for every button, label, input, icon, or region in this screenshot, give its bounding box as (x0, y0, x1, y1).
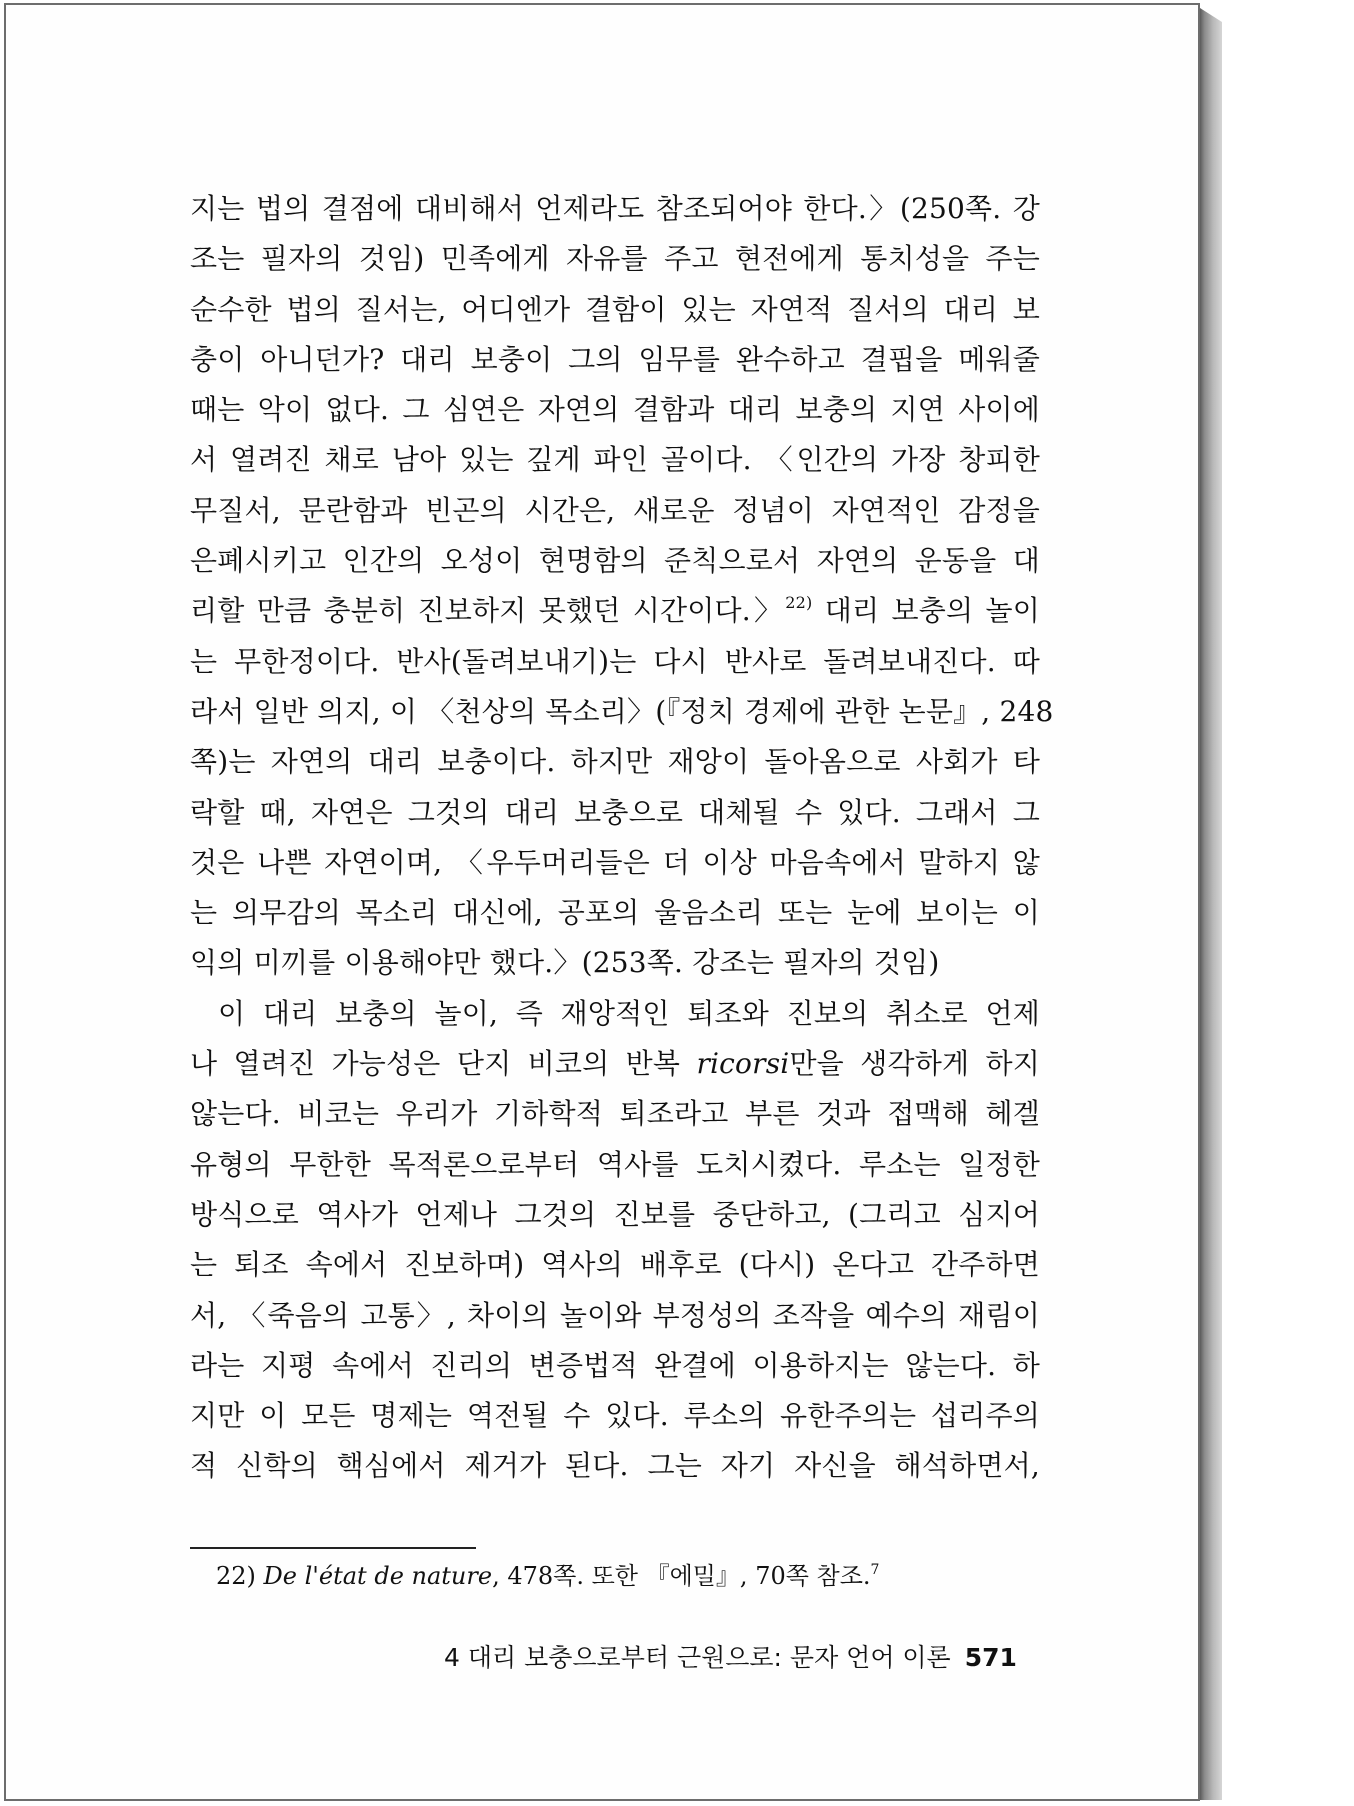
paragraph-start-line: 이 대리 보충의 놀이, 즉 재앙적인 퇴조와 진보의 취소로 언제 (218, 996, 1040, 1030)
text-line: 는 퇴조 속에서 진보하며) 역사의 배후로 (다시) 온다고 간주하면 (190, 1248, 1040, 1282)
text-line: 유형의 무한한 목적론으로부터 역사를 도치시켰다. 루소는 일정한 (190, 1147, 1040, 1181)
text-segment: 만을 생각하게 하지 (789, 1047, 1040, 1081)
text-segment: 대리 보충의 놀이 (812, 594, 1040, 628)
footnote-number: 22) (216, 1562, 256, 1590)
text-line-with-note (190, 586, 1040, 636)
text-segment: 리할 만큼 충분히 진보하지 못했던 시간이다.〉 (190, 594, 786, 628)
text-line: 지만 이 모든 명제는 역전될 수 있다. 루소의 유한주의는 섭리주의 (190, 1399, 1040, 1433)
text-line: 조는 필자의 것임) 민족에게 자유를 주고 현전에게 통치성을 주는 (190, 242, 1040, 276)
body-text (190, 184, 1054, 1492)
text-line: 쪽)는 자연의 대리 보충이다. 하지만 재앙이 돌아옴으로 사회가 타 (190, 745, 1040, 779)
text-line: 은폐시키고 인간의 오성이 현명함의 준칙으로서 자연의 운동을 대 (190, 544, 1040, 578)
text-line: 방식으로 역사가 언제나 그것의 진보를 중단하고, (그리고 심지어 (190, 1197, 1040, 1231)
running-title: 4 대리 보충으로부터 근원으로: 문자 언어 이론 (444, 1643, 951, 1672)
footnote (216, 1556, 879, 1596)
text-segment: 나 열려진 가능성은 단지 비코의 반복 (190, 1047, 697, 1081)
text-line: 않는다. 비코는 우리가 기하학적 퇴조라고 부른 것과 접맥해 헤겔 (190, 1097, 1040, 1131)
text-line: 적 신학의 핵심에서 제거가 된다. 그는 자기 자신을 해석하면서, (190, 1449, 1040, 1483)
text-line: 것은 나쁜 자연이며, 〈우두머리들은 더 이상 마음속에서 말하지 않 (190, 845, 1040, 879)
text-line: 충이 아니던가? 대리 보충이 그의 임무를 완수하고 결핍을 메워줄 (190, 342, 1040, 376)
text-line: 때는 악이 없다. 그 심연은 자연의 결함과 대리 보충의 지연 사이에 (190, 393, 1040, 427)
text-line: 는 무한정이다. 반사(돌려보내기)는 다시 반사로 돌려보내진다. 따 (190, 644, 1040, 678)
paragraph-end-line: 익의 미끼를 이용해야만 했다.〉(253쪽. 강조는 필자의 것임) (190, 946, 940, 980)
footnote-text: , 478쪽. 또한 『에밀』, 70쪽 참조. (492, 1562, 871, 1590)
text-line: 서 열려진 채로 남아 있는 깊게 파인 골이다. 〈인간의 가장 창피한 (190, 443, 1040, 477)
text-line: 서, 〈죽음의 고통〉, 차이의 놀이와 부정성의 조작을 예수의 재림이 (190, 1298, 1040, 1332)
running-footer (444, 1638, 1017, 1678)
text-line: 는 의무감의 목소리 대신에, 공포의 울음소리 또는 눈에 보이는 이 (190, 896, 1040, 930)
footnote-mark: 7 (870, 1562, 880, 1578)
footnote-reference[interactable]: 22) (785, 593, 813, 613)
text-line: 지는 법의 결점에 대비해서 언제라도 참조되어야 한다.〉(250쪽. 강 (190, 192, 1040, 225)
italic-term: ricorsi (696, 1047, 790, 1081)
text-line-with-italic (190, 1039, 1040, 1089)
page-edge-shadow (1200, 8, 1222, 1800)
text-line: 무질서, 문란함과 빈곤의 시간은, 새로운 정념이 자연적인 감정을 (190, 493, 1040, 527)
text-line: 락할 때, 자연은 그것의 대리 보충으로 대체될 수 있다. 그래서 그 (190, 795, 1040, 829)
footnote-divider (190, 1547, 476, 1549)
text-line: 순수한 법의 질서는, 어디엔가 결함이 있는 자연적 질서의 대리 보 (190, 292, 1040, 326)
text-line: 라서 일반 의지, 이 〈천상의 목소리〉(『정치 경제에 관한 논문』, 248 (190, 694, 1054, 728)
footnote-title: De l'état de nature (263, 1562, 493, 1590)
text-line: 라는 지평 속에서 진리의 변증법적 완결에 이용하지는 않는다. 하 (190, 1348, 1040, 1382)
page-number: 571 (964, 1643, 1017, 1672)
